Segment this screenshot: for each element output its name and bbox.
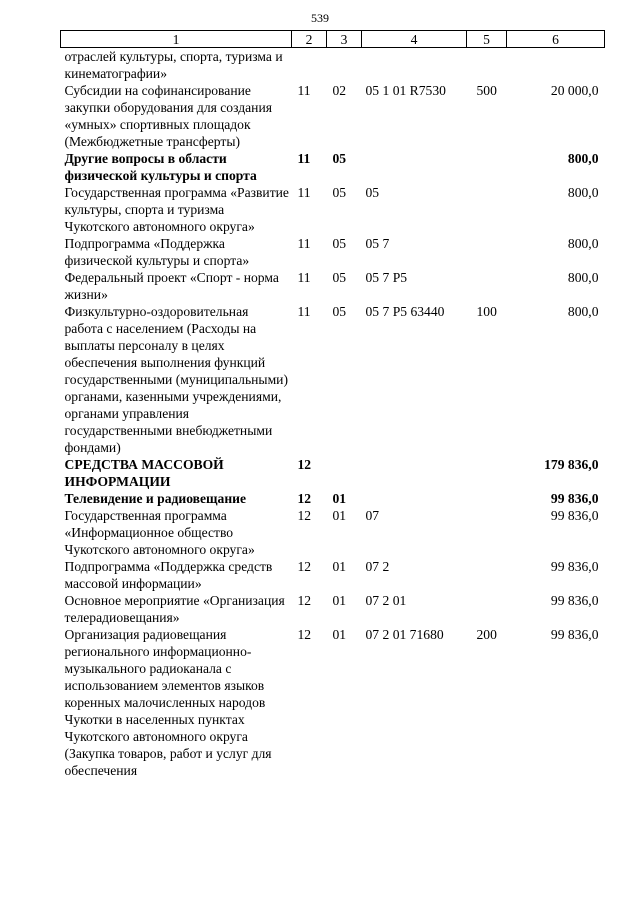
row-subsection: 05 xyxy=(332,185,347,200)
row-amount: 20 000,0 xyxy=(550,83,599,98)
row-expense-type: 100 xyxy=(476,304,497,319)
table-row xyxy=(61,558,605,592)
row-section xyxy=(292,48,327,83)
row-target-article xyxy=(362,150,467,184)
row-section: 12 xyxy=(297,457,312,472)
row-expense-type xyxy=(467,592,507,626)
row-section: 12 xyxy=(297,491,312,506)
row-amount: 99 836,0 xyxy=(550,593,599,608)
row-section: 12 xyxy=(297,627,312,642)
row-subsection: 01 xyxy=(332,491,347,506)
row-target-article: 07 2 xyxy=(365,559,390,574)
row-section: 12 xyxy=(297,559,312,574)
row-target-article xyxy=(362,48,467,83)
row-expense-type xyxy=(467,507,507,558)
row-expense-type xyxy=(467,269,507,303)
row-name: Государственная программа «Развитие культуры, спорта и туризма Чукотского автономного округа» xyxy=(64,185,289,234)
row-section: 11 xyxy=(297,151,311,166)
row-subsection: 05 xyxy=(332,270,347,285)
row-name: Государственная программа «Информационное общество Чукотского автономного округа» xyxy=(64,508,255,557)
row-name: Федеральный проект «Спорт - норма жизни» xyxy=(64,270,279,302)
row-expense-type xyxy=(467,490,507,507)
row-target-article: 05 1 01 R7530 xyxy=(365,83,446,98)
row-target-article: 05 7 xyxy=(365,236,390,251)
table-row xyxy=(61,507,605,558)
row-section: 11 xyxy=(297,270,311,285)
header-col-2: 2 xyxy=(292,31,327,48)
row-amount: 179 836,0 xyxy=(544,457,599,472)
header-col-3: 3 xyxy=(327,31,362,48)
row-expense-type: 200 xyxy=(476,627,497,642)
table-row xyxy=(61,235,605,269)
row-amount: 99 836,0 xyxy=(550,491,599,506)
header-col-1: 1 xyxy=(61,31,292,48)
table-header xyxy=(61,31,605,48)
row-amount: 800,0 xyxy=(567,236,599,251)
row-section: 11 xyxy=(297,236,311,251)
row-name: Телевидение и радиовещание xyxy=(64,491,247,506)
row-amount: 99 836,0 xyxy=(550,627,599,642)
row-subsection: 05 xyxy=(332,236,347,251)
row-target-article: 05 7 P5 63440 xyxy=(365,304,445,319)
row-amount: 800,0 xyxy=(567,151,599,166)
table-row xyxy=(61,626,605,779)
table-row xyxy=(61,82,605,150)
row-subsection: 01 xyxy=(332,508,347,523)
row-expense-type xyxy=(467,456,507,490)
row-subsection: 02 xyxy=(332,83,347,98)
table-row xyxy=(61,490,605,507)
row-name: Физкультурно-оздоровительная работа с населением (Расходы на выплаты персоналу в целях обеспечения выполнения функций государственными (муниципальными) органами, казенными учреждениями, органами управления государственными внебюджетными фондами) xyxy=(64,304,288,455)
row-amount xyxy=(507,48,605,83)
row-amount: 99 836,0 xyxy=(550,559,599,574)
row-section: 12 xyxy=(297,508,312,523)
row-subsection: 01 xyxy=(332,559,347,574)
row-target-article: 05 xyxy=(365,185,380,200)
row-expense-type xyxy=(467,558,507,592)
row-subsection xyxy=(327,456,362,490)
row-expense-type xyxy=(467,235,507,269)
row-target-article: 07 2 01 xyxy=(365,593,407,608)
row-target-article xyxy=(362,456,467,490)
budget-table xyxy=(60,30,605,779)
row-expense-type xyxy=(467,48,507,83)
table-row xyxy=(61,269,605,303)
row-name: Основное мероприятие «Организация телерадиовещания» xyxy=(64,593,285,625)
row-name: Подпрограмма «Поддержка физической культуры и спорта» xyxy=(64,236,250,268)
row-section: 11 xyxy=(297,83,311,98)
row-subsection: 01 xyxy=(332,593,347,608)
row-section: 12 xyxy=(297,593,312,608)
row-target-article: 05 7 P5 xyxy=(365,270,408,285)
row-target-article: 07 xyxy=(365,508,380,523)
row-target-article: 07 2 01 71680 xyxy=(365,627,444,642)
table-row xyxy=(61,456,605,490)
table-row xyxy=(61,48,605,83)
row-name: Организация радиовещания регионального информационно-музыкального радиоканала с использованием элементов языков коренных малочисленных народов Чукотки в населенных пунктах Чукотского автономного округа (Закупка товаров, работ и услуг для обеспечения xyxy=(64,627,272,778)
row-expense-type xyxy=(467,184,507,235)
table-body xyxy=(61,48,605,780)
row-subsection: 01 xyxy=(332,627,347,642)
row-amount: 800,0 xyxy=(567,304,599,319)
row-name: Субсидии на софинансирование закупки оборудования для создания «умных» спортивных площадок (Межбюджетные трансферты) xyxy=(64,83,272,149)
row-expense-type xyxy=(467,150,507,184)
row-amount: 800,0 xyxy=(567,270,599,285)
row-subsection: 05 xyxy=(332,304,347,319)
row-name: Подпрограмма «Поддержка средств массовой информации» xyxy=(64,559,273,591)
table-row xyxy=(61,184,605,235)
row-amount: 99 836,0 xyxy=(550,508,599,523)
row-subsection xyxy=(327,48,362,83)
row-name: Другие вопросы в области физической культуры и спорта xyxy=(64,151,257,183)
header-col-6: 6 xyxy=(507,31,605,48)
row-target-article xyxy=(362,490,467,507)
table-row xyxy=(61,303,605,456)
row-name: отраслей культуры, спорта, туризма и кинематографии» xyxy=(64,49,283,81)
table-row xyxy=(61,592,605,626)
header-col-4: 4 xyxy=(362,31,467,48)
header-row xyxy=(61,31,605,48)
row-section: 11 xyxy=(297,304,311,319)
page-number: 539 xyxy=(311,11,329,25)
row-subsection: 05 xyxy=(332,151,347,166)
row-name: СРЕДСТВА МАССОВОЙ ИНФОРМАЦИИ xyxy=(64,457,224,489)
row-amount: 800,0 xyxy=(567,185,599,200)
row-section: 11 xyxy=(297,185,311,200)
header-col-5: 5 xyxy=(467,31,507,48)
row-expense-type: 500 xyxy=(476,83,497,98)
table-row xyxy=(61,150,605,184)
